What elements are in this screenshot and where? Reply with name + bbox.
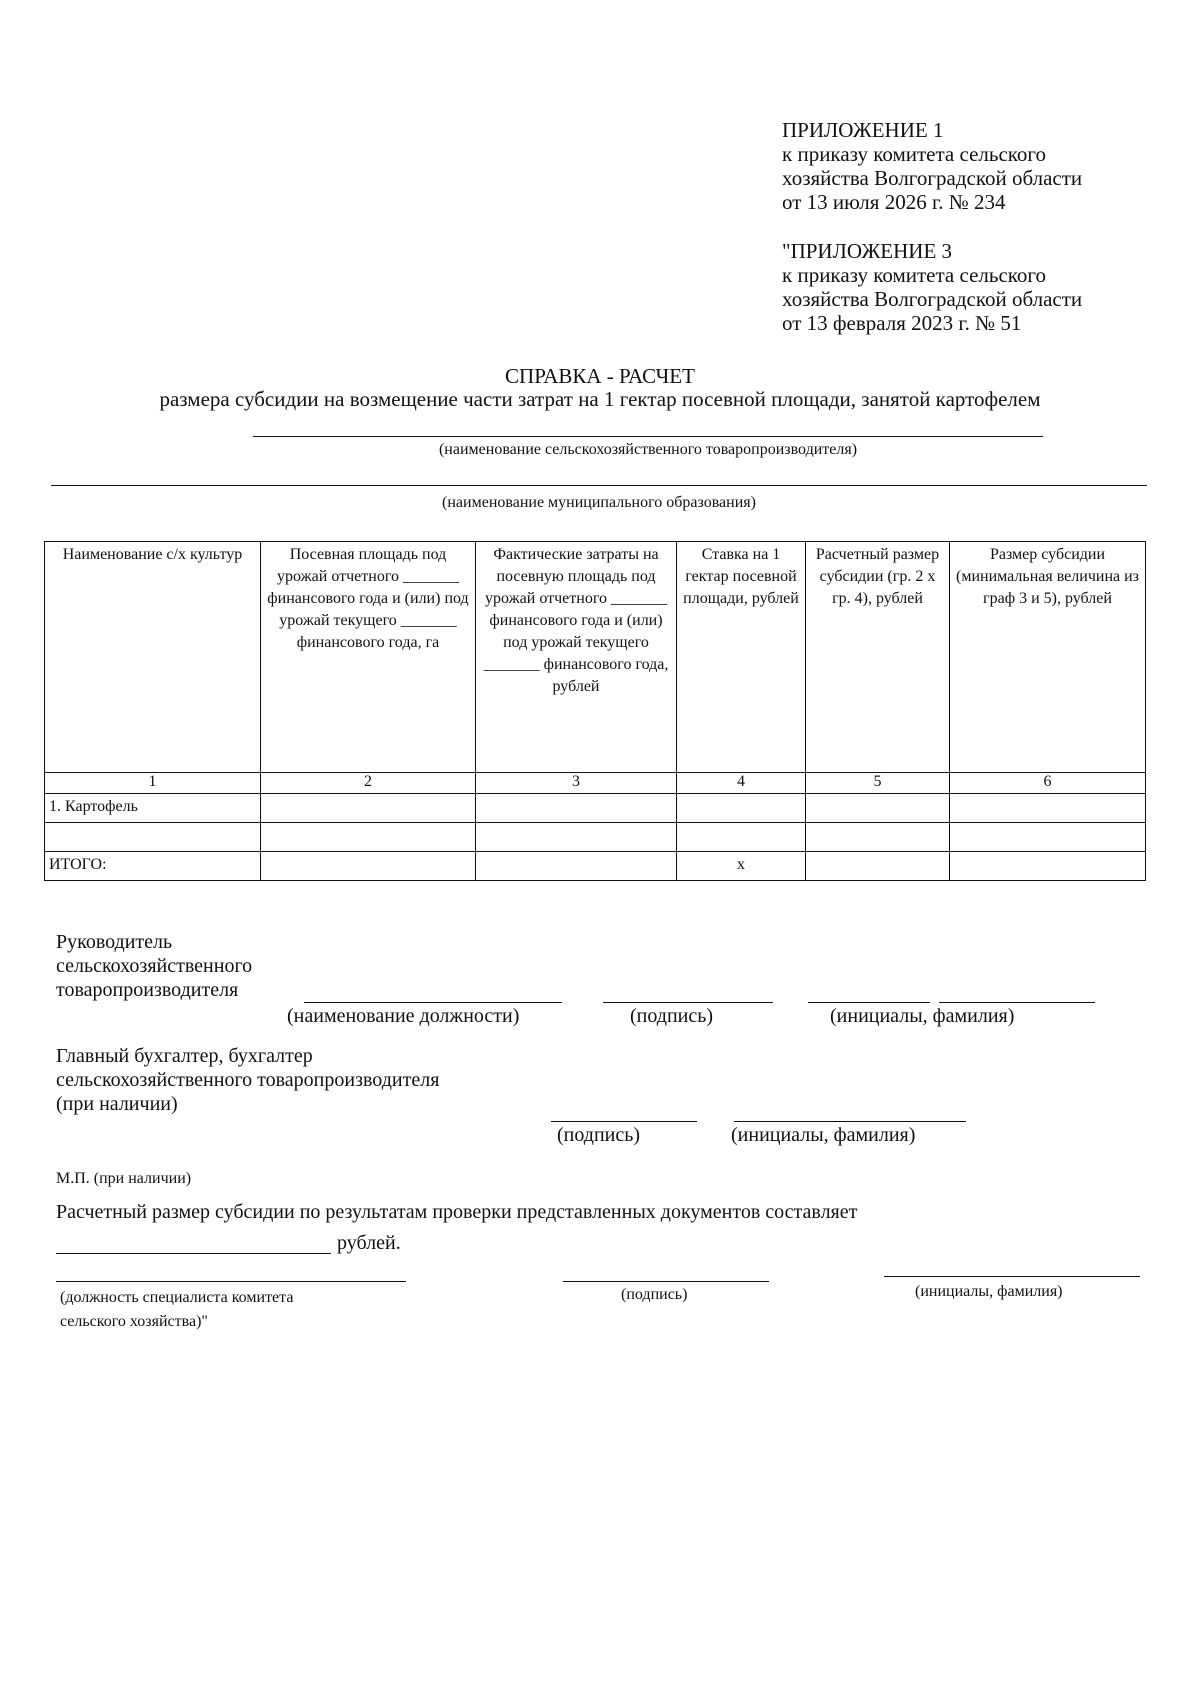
accountant-signature-line [551,1121,697,1122]
accountant-label-line-3: (при наличии) [56,1093,178,1115]
table-cell-total-label: ИТОГО: [45,852,261,881]
table-cell [677,794,806,823]
table-cell [806,794,950,823]
appendix-1-block [782,118,1082,214]
column-number: 4 [677,773,806,794]
table-cell [261,823,476,852]
table-cell [950,794,1146,823]
head-position-line [304,1002,562,1003]
head-signature-caption: (подпись) [630,1005,714,1027]
appendix-3-line-3: от 13 февраля 2023 г. № 51 [782,311,1022,335]
table-cell [677,823,806,852]
appendix-1-title: ПРИЛОЖЕНИЕ 1 [782,118,944,142]
table-cell [476,852,677,881]
appendix-1-line-3: от 13 июля 2026 г. № 234 [782,190,1006,214]
appendix-3-line-2: хозяйства Волгоградской области [782,287,1083,311]
specialist-position-line [56,1281,406,1282]
table-cell [806,852,950,881]
specialist-signature-line [563,1281,769,1282]
head-label-line-2: сельскохозяйственного [56,955,253,977]
table-cell [476,794,677,823]
header-actual-costs: Фактические затраты на посевную площадь под урожай отчетного _______ финансового года и (или) под урожай текущего _______ финансового года, рублей [476,542,677,773]
specialist-caption-line-1: (должность специалиста комитета [60,1289,294,1306]
table-row-empty [45,823,1146,852]
table-cell: х [677,852,806,881]
appendix-1-line-1: к приказу комитета сельского [782,142,1047,166]
column-number: 2 [261,773,476,794]
table-cell [950,823,1146,852]
header-subsidy-amount: Размер субсидии (минимальная величина из граф 3 и 5), рублей [950,542,1146,773]
table-cell [261,794,476,823]
accountant-name-caption: (инициалы, фамилия) [731,1124,916,1146]
header-crop-name: Наименование с/х культур [45,542,261,773]
accountant-label-line-1: Главный бухгалтер, бухгалтер [56,1045,313,1067]
column-number: 5 [806,773,950,794]
table-cell [261,852,476,881]
head-surname-line [939,1002,1095,1003]
column-number: 1 [45,773,261,794]
appendix-3-title: "ПРИЛОЖЕНИЕ 3 [782,239,953,263]
specialist-position-caption [60,1286,293,1334]
head-name-caption: (инициалы, фамилия) [830,1005,1015,1027]
producer-name-caption: (наименование сельскохозяйственного товаропроизводителя) [438,441,858,458]
specialist-name-line [884,1276,1140,1277]
accountant-signature-caption: (подпись) [557,1124,641,1146]
verification-text: Расчетный размер субсидии по результатам проверки представленных документов составляет [56,1201,858,1223]
column-number: 3 [476,773,677,794]
head-label-block [56,930,252,1002]
table-header-row [45,542,1146,773]
appendix-1-line-2: хозяйства Волгоградской области [782,166,1083,190]
header-calculated-subsidy: Расчетный размер субсидии (гр. 2 х гр. 4), рублей [806,542,950,773]
header-sown-area: Посевная площадь под урожай отчетного _______ финансового года и (или) под урожай текущего _______ финансового года, га [261,542,476,773]
specialist-name-caption: (инициалы, фамилия) [915,1283,1063,1300]
specialist-signature-caption: (подпись) [621,1286,688,1303]
table-row-total [45,852,1146,881]
appendix-3-line-1: к приказу комитета сельского [782,263,1047,287]
appendix-3-block [782,239,1082,335]
table-cell [476,823,677,852]
table-cell: 1. Картофель [45,794,261,823]
column-number: 6 [950,773,1146,794]
document-title: СПРАВКА - РАСЧЕТ [505,364,695,388]
head-label-line-3: товаропроизводителя [56,979,239,1001]
producer-name-line [253,436,1043,437]
document-subtitle: размера субсидии на возмещение части затрат на 1 гектар посевной площади, занятой картофелем [159,387,1041,411]
table-column-numbers-row [45,773,1146,794]
head-signature-line [603,1002,773,1003]
verification-rubles-label: рублей. [337,1232,401,1254]
subsidy-table [44,541,1146,881]
head-label-line-1: Руководитель [56,931,173,953]
stamp-label: М.П. (при наличии) [56,1170,192,1187]
table-row-potato [45,794,1146,823]
table-cell [806,823,950,852]
specialist-caption-line-2: сельского хозяйства)" [60,1313,208,1330]
table-cell [45,823,261,852]
accountant-name-line [734,1121,966,1122]
head-initials-line [808,1002,930,1003]
table-cell [950,852,1146,881]
verification-amount-line [56,1253,331,1254]
accountant-label-line-2: сельскохозяйственного товаропроизводителя [56,1069,440,1091]
accountant-label-block [56,1044,439,1116]
municipality-name-line [51,485,1147,486]
head-position-caption: (наименование должности) [287,1005,520,1027]
header-rate-per-hectare: Ставка на 1 гектар посевной площади, рублей [677,542,806,773]
municipality-name-caption: (наименование муниципального образования) [442,494,756,511]
